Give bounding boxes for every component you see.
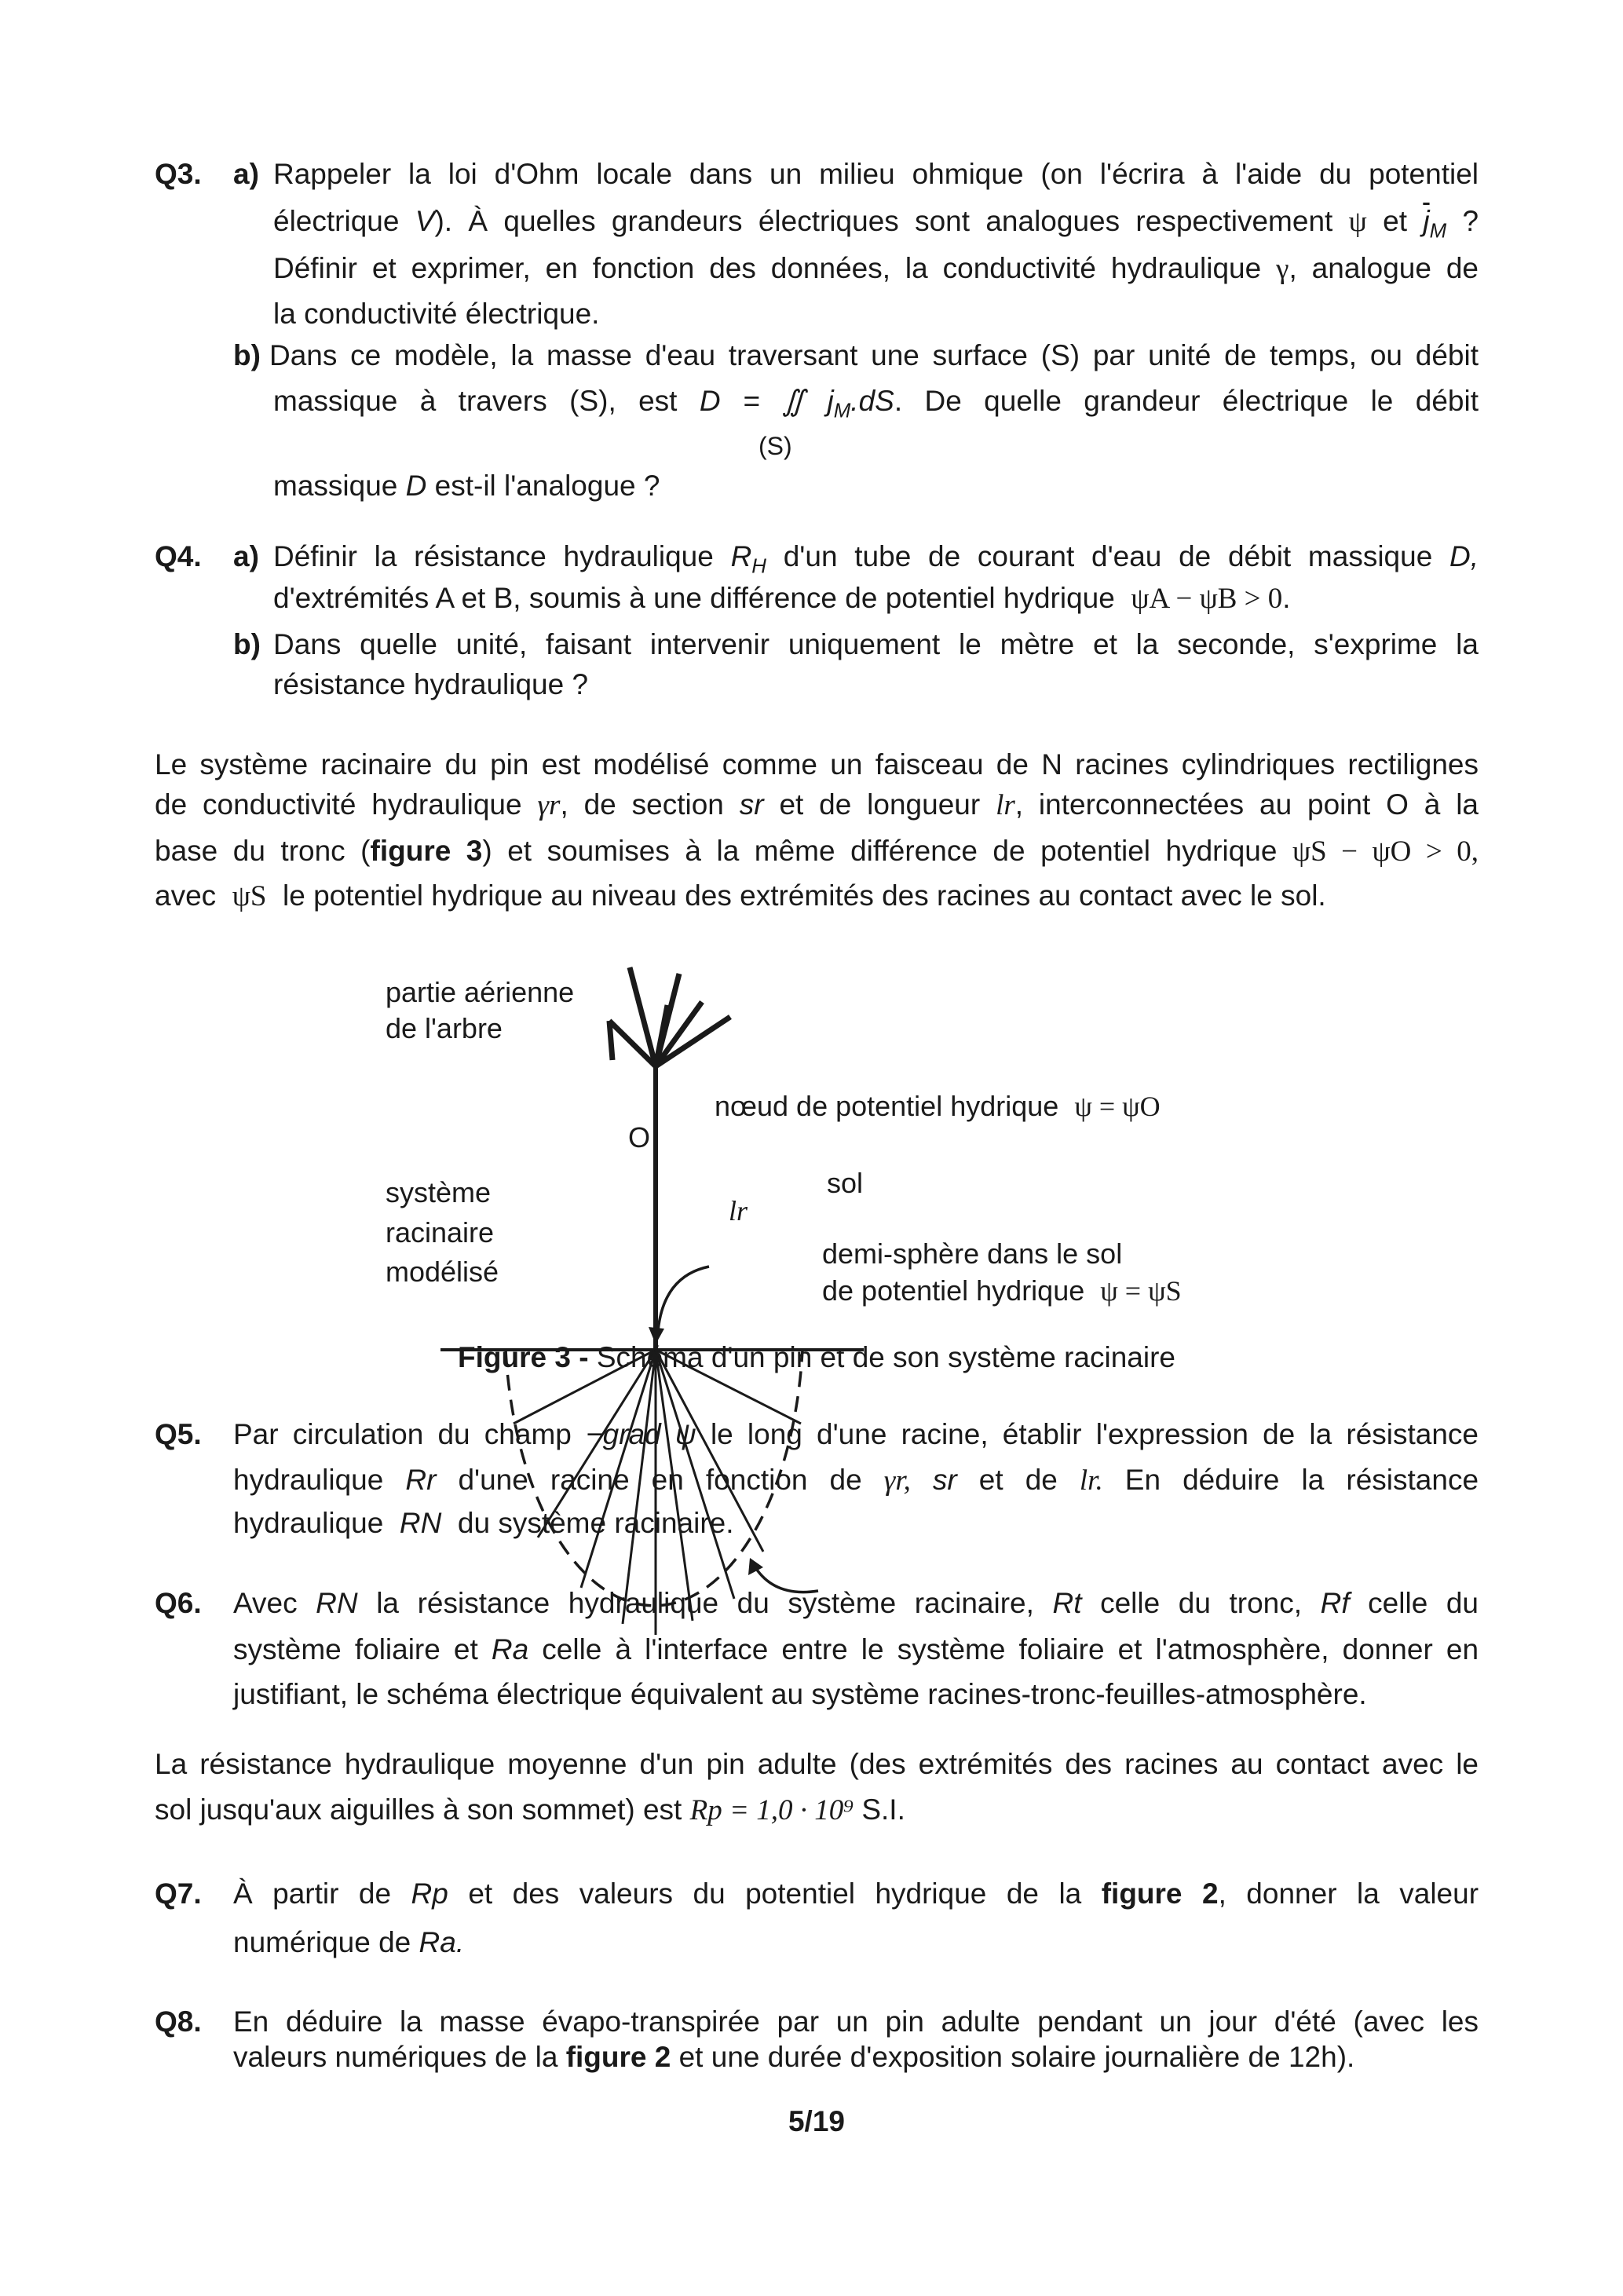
text: sol jusqu'aux aiguilles à son sommet) est: [155, 1793, 682, 1826]
text: Par circulation du champ: [233, 1418, 572, 1450]
q5-line3: [233, 1506, 734, 1541]
q7-line2: [233, 1925, 464, 1960]
q4b-line1: Dans quelle unité, faisant intervenir uniquement le mètre et la seconde, s'exprime la: [273, 628, 1479, 660]
q3a-line4: la conductivité électrique.: [273, 298, 600, 330]
text: et une durée d'exposition solaire journalière de 12h).: [678, 2041, 1355, 2073]
text: base du tronc (: [155, 835, 371, 867]
text: le potentiel hydrique au niveau des extrémités des racines au contact avec le sol.: [283, 879, 1326, 912]
equation: ψ = ψO: [1074, 1091, 1161, 1122]
text: valeurs numériques de la: [233, 2041, 558, 2073]
q4a-line2: [273, 581, 1291, 616]
l-r: lr.: [1079, 1464, 1103, 1497]
caption-label: Figure 3 -: [458, 1341, 589, 1373]
q3a-line3: [273, 251, 1479, 287]
text: et: [1383, 205, 1408, 237]
node-arrow: [658, 1267, 709, 1331]
r-t: Rt: [1052, 1587, 1082, 1619]
psi-s: ψS: [232, 880, 267, 912]
r-n: RN: [399, 1507, 442, 1539]
formula: D = ∬ j: [699, 385, 834, 417]
r-p: Rp: [411, 1877, 448, 1910]
text: , de section: [560, 788, 724, 821]
text: électrique: [273, 205, 400, 237]
text: celle du tronc,: [1100, 1587, 1303, 1619]
label-hemi-2: [822, 1274, 1182, 1308]
label-aerial-1: partie aérienne: [386, 976, 575, 1008]
text: ) et soumises à la même différence de potentiel hydrique: [482, 835, 1278, 867]
figure-ref: figure 2: [565, 2041, 671, 2073]
rp-value: Rp = 1,0 · 10⁹: [689, 1794, 854, 1826]
grad-psi: −grad ψ: [586, 1418, 696, 1450]
text: système foliaire et: [233, 1633, 478, 1665]
label-sys-2: racinaire: [386, 1216, 495, 1249]
gamma-symbol: γ: [1276, 253, 1289, 285]
r-r: Rr: [405, 1464, 437, 1496]
var-v: V: [415, 205, 435, 237]
text: Avec: [233, 1587, 298, 1619]
var-d: D: [405, 470, 427, 502]
label-o: O: [628, 1121, 651, 1153]
gamma-r: γr: [537, 789, 561, 821]
text: , interconnectées au point O à la: [1014, 788, 1479, 821]
text: nœud de potentiel hydrique: [715, 1090, 1059, 1122]
text: numérique de: [233, 1926, 411, 1958]
label-sys-1: système: [386, 1176, 492, 1208]
text: et des valeurs du potentiel hydrique de la: [468, 1877, 1082, 1910]
text: , analogue de: [1289, 252, 1479, 284]
text: massique: [273, 470, 398, 502]
para2-line2: [155, 1793, 905, 1828]
q8-line2: [233, 2040, 1354, 2075]
text: le long d'une racine, établir l'expression de la résistance: [710, 1418, 1479, 1450]
label-aerial-2: de l'arbre: [386, 1012, 503, 1044]
q3-label: Q3.: [155, 158, 202, 190]
q8-line1: En déduire la masse évapo-transpirée par un pin adulte pendant un jour d'été (avec les: [233, 2005, 1479, 2038]
text: de potentiel hydrique: [822, 1274, 1085, 1307]
para2-line1: La résistance hydraulique moyenne d'un pin adulte (des extrémités des racines au contact avec le: [155, 1748, 1479, 1780]
subscript: M: [833, 400, 851, 422]
text: Définir et exprimer, en fonction des données, la conductivité hydraulique: [273, 252, 1262, 284]
q4b-line2: résistance hydraulique ?: [273, 668, 589, 700]
q3b-line1: Dans ce modèle, la masse d'eau traversant une surface (S) par unité de temps, ou débit: [269, 339, 1479, 371]
q3a-line1: Rappeler la loi d'Ohm locale dans un milieu ohmique (on l'écrira à l'aide du potentiel: [273, 158, 1479, 190]
text: hydraulique: [233, 1507, 384, 1539]
s-r: sr: [932, 1464, 957, 1496]
text: ?: [1462, 205, 1479, 237]
vector-symbol: $\overline{j}$: [1423, 205, 1430, 237]
text: .: [1282, 582, 1291, 614]
label-lr: lr: [729, 1195, 748, 1227]
r-f: Rf: [1320, 1587, 1350, 1619]
text: avec: [155, 879, 217, 912]
q5-label: Q5.: [155, 1418, 202, 1450]
text: Définir la résistance hydraulique: [273, 540, 714, 572]
symbol: R: [730, 540, 752, 572]
s-r: sr: [739, 788, 764, 821]
q4a-marker: a): [233, 540, 259, 572]
q3a-line2: [273, 204, 1479, 248]
r-a: Ra: [491, 1633, 529, 1665]
condition: ψS − ψO > 0,: [1292, 835, 1479, 868]
tree-crown: [609, 967, 730, 1066]
q7-label: Q7.: [155, 1877, 202, 1910]
equation: ψ = ψS: [1100, 1275, 1182, 1307]
caption-text: Schéma d'un pin et de son système racinaire: [596, 1341, 1175, 1373]
text: et de: [978, 1464, 1058, 1496]
text: d'extrémités A et B, soumis à une différence de potentiel hydrique: [273, 582, 1115, 614]
q6-line1: [233, 1586, 1479, 1621]
q4-label: Q4.: [155, 540, 202, 572]
q3b-line2: [273, 384, 1479, 428]
text: d'une racine en fonction de: [458, 1464, 862, 1496]
q6-line2: [233, 1632, 1479, 1667]
text: celle du: [1368, 1587, 1479, 1619]
rh-symbol: [730, 540, 766, 578]
text: celle à l'interface entre le système foliaire et l'atmosphère, donner en: [542, 1633, 1479, 1665]
text: et de longueur: [779, 788, 981, 821]
label-hemi-1: demi-sphère dans le sol: [822, 1238, 1123, 1270]
condition: ψA − ψB > 0: [1131, 583, 1283, 615]
para1-line1: Le système racinaire du pin est modélisé comme un faisceau de N racines cylindriques rectilignes: [155, 748, 1479, 781]
figure-ref: figure 2: [1101, 1877, 1219, 1910]
para1-line4: [155, 879, 1326, 914]
figure-caption: [0, 1340, 1623, 1375]
jm-vector: [1423, 205, 1447, 243]
formula: .dS: [850, 385, 894, 417]
figure-ref: figure 3: [370, 835, 483, 867]
q3b-marker: b): [233, 339, 261, 371]
text: est-il l'analogue ?: [434, 470, 660, 502]
q5-line2: [233, 1463, 1479, 1498]
q6-line3: justifiant, le schéma électrique équivalent au système racines-tronc-feuilles-atmosphère.: [233, 1678, 1367, 1710]
q8-label: Q8.: [155, 2005, 202, 2038]
var-d: D,: [1449, 540, 1479, 572]
text: . De quelle grandeur électrique le débit: [894, 385, 1479, 417]
text: En déduire la résistance: [1124, 1464, 1479, 1496]
text: hydraulique: [233, 1464, 384, 1496]
label-sol: sol: [827, 1167, 864, 1199]
q3a-marker: a): [233, 158, 259, 190]
q4a-line1: [273, 539, 1479, 583]
text: ). À quelles grandeurs électriques sont analogues respectivement: [434, 205, 1333, 237]
subscript: H: [751, 555, 766, 578]
para1-line3: [155, 834, 1479, 869]
q7-line1: [233, 1877, 1479, 1911]
r-a: Ra.: [419, 1926, 465, 1958]
text: , donner la valeur: [1218, 1877, 1479, 1910]
page-number: 5/19: [788, 2105, 845, 2137]
para1-line2: [155, 788, 1479, 823]
subscript: M: [1429, 220, 1447, 243]
r-n: RN: [316, 1587, 358, 1619]
flux-formula: [699, 385, 894, 422]
text: la résistance hydraulique du système racinaire,: [376, 1587, 1034, 1619]
q6-label: Q6.: [155, 1587, 202, 1619]
l-r: lr: [996, 789, 1015, 821]
q4b-marker: b): [233, 628, 261, 660]
label-sys-3: modélisé: [386, 1256, 499, 1288]
text: d'un tube de courant d'eau de débit massique: [783, 540, 1433, 572]
text: massique à travers (S), est: [273, 385, 678, 417]
surface-subscript: (S): [758, 432, 792, 460]
text: de conductivité hydraulique: [155, 788, 522, 821]
text: S.I.: [861, 1793, 905, 1826]
q3b-line3: [273, 469, 660, 503]
text: À partir de: [233, 1877, 392, 1910]
gamma-r: γr,: [883, 1464, 911, 1497]
label-node: [715, 1089, 1161, 1124]
q5-line1: [233, 1417, 1479, 1452]
psi-symbol: ψ: [1348, 206, 1367, 238]
text: du système racinaire.: [457, 1507, 734, 1539]
